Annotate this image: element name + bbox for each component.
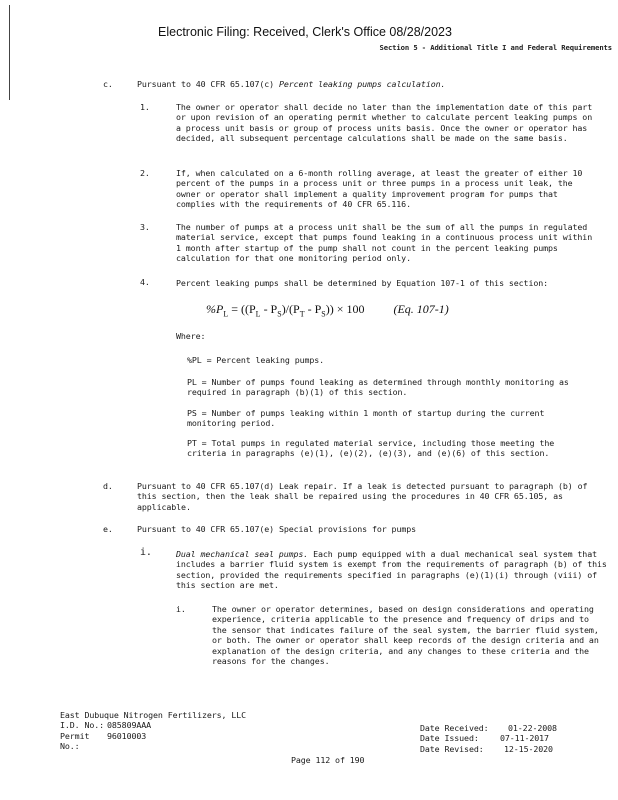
definition-pct-pl: %PL = Percent leaking pumps. <box>187 355 325 365</box>
footer-id-row <box>60 720 246 730</box>
item-e-i-i-label: i. <box>176 604 186 614</box>
footer-received-value: 01-22-2008 <box>508 723 557 733</box>
eq-part-b: - P <box>260 302 278 316</box>
item-c4-text: Percent leaking pumps shall be determined by Equation 107-1 of this section: <box>176 278 549 288</box>
item-e-i-body: Each pump equipped with a dual mechanical seal system that includes a barrier fluid system is exempt from the requirements of paragraph (b) of this section, provided the requirements specified in paragraphs (e)(1)(i) through (viii) of this section are met. <box>176 549 607 591</box>
item-e-i-italic: Dual mechanical seal pumps. <box>176 549 309 559</box>
item-c-heading <box>137 79 577 89</box>
eq-part-a: ((P <box>241 302 256 316</box>
footer-issued-row <box>420 733 557 743</box>
eq-part-d: - P <box>304 302 322 316</box>
item-c1-text: The owner or operator shall decide no later than the implementation date of this part or upon revision of an operating permit whether to calculate percent leaking pumps on a process unit basis or group of process units basis. Once the owner or operator has decided, all subsequent percentage calculations shall be made on the same basis. <box>176 102 593 144</box>
left-margin-rule <box>9 5 10 100</box>
footer-issued-value: 07-11-2017 <box>500 733 549 744</box>
footer-revised-label: Date Revised: <box>420 743 484 754</box>
definition-pl: PL = Number of pumps found leaking as determined through monthly monitoring as required in paragraph (b)(1) of this section. <box>187 377 569 398</box>
eq-part-e: )) × 100 <box>325 302 365 316</box>
item-c1-label: 1. <box>140 102 150 112</box>
footer-dates <box>420 723 557 754</box>
eq-part-c: )/(P <box>281 302 300 316</box>
where-label: Where: <box>176 331 206 341</box>
item-d-label: d. <box>103 481 113 491</box>
item-e-i-i-text: The owner or operator determines, based on design considerations and operating experience, criteria applicable to the presence and frequency of drips and to the sensor that indicates failure of the seal system, the barrier fluid system, or both. The owner or operator shall keep records of the design criteria and an explanation of the design criteria, and any changes to these criteria and the reasons for the changes. <box>212 604 599 667</box>
item-c-heading-italic: Percent leaking pumps calculation. <box>278 79 446 89</box>
eq-sub-a: L <box>255 309 261 319</box>
footer-issued-label: Date Issued: <box>420 733 479 744</box>
footer-id-value: 085809AAA <box>107 720 152 731</box>
footer-received-label: Date Received: <box>420 723 489 733</box>
item-e-text: Pursuant to 40 CFR 65.107(e) Special provisions for pumps <box>137 524 417 534</box>
eq-sub-d: S <box>321 309 326 319</box>
definition-ps: PS = Number of pumps leaking within 1 month of startup during the current monitoring period. <box>187 408 545 429</box>
eq-label: (Eq. 107-1) <box>393 302 449 316</box>
item-c4-label: 4. <box>140 277 150 287</box>
eq-lhs: %P <box>206 302 224 316</box>
item-d-text: Pursuant to 40 CFR 65.107(d) Leak repair. If a leak is detected pursuant to paragraph (b) of this section, then the leak shall be repaired using the procedures in 40 CFR 65.105, as applicable. <box>137 481 588 512</box>
eq-sub-b: S <box>277 309 282 319</box>
section-title: Section 5 - Additional Title I and Federal Requirements <box>379 43 612 52</box>
eq-lhs-sub: L <box>223 309 229 319</box>
footer-permit-info <box>60 710 246 752</box>
filing-stamp: Electronic Filing: Received, Clerk's Office 08/28/2023 <box>158 25 452 39</box>
footer-received-row <box>420 723 557 733</box>
item-c3-text: The number of pumps at a process unit shall be the sum of all the pumps in regulated material service, except that pumps found leaking in a continuous process unit within 1 month after startup of the pump shall not count in the percent leaking pumps calculation for that one monitoring period only. <box>176 222 593 264</box>
footer-id-label: I.D. No.: <box>60 720 105 731</box>
definition-pt: PT = Total pumps in regulated material service, including those meeting the criteria in paragraphs (e)(1), (e)(2), (e)(3), and (e)(6) of this section. <box>187 438 555 459</box>
footer-revised-value: 12-15-2020 <box>504 743 553 754</box>
item-c2-label: 2. <box>140 168 150 178</box>
footer-permit-value: 96010003 <box>107 730 147 741</box>
item-c2-text: If, when calculated on a 6-month rolling average, at least the greater of either 10 percent of the pumps in a process unit or three pumps in a process unit leak, the owner or operator shall implement a quality improvement program for pumps that complies with the requirements of 40 CFR 65.116. <box>176 168 583 210</box>
footer-company: East Dubuque Nitrogen Fertilizers, LLC <box>60 710 247 720</box>
page-number: Page 112 of 190 <box>291 755 365 765</box>
eq-sub-c: T <box>299 309 305 319</box>
item-c3-label: 3. <box>140 222 150 232</box>
footer-permit-row <box>60 731 246 752</box>
item-e-i-label: i. <box>140 547 152 558</box>
item-e-i-text <box>176 549 608 591</box>
item-e-label: e. <box>103 524 113 534</box>
item-c-label: c. <box>103 79 113 89</box>
equation-107-1: $\%P_L = ((P_L - P_S)/(P_T - P_S)) \times 100$ (Eq. 107-1) <box>206 302 449 319</box>
footer-permit-label: Permit No.: <box>60 730 90 752</box>
footer-revised-row <box>420 744 557 754</box>
item-c-heading-prefix: Pursuant to 40 CFR 65.107(c) <box>137 79 279 89</box>
